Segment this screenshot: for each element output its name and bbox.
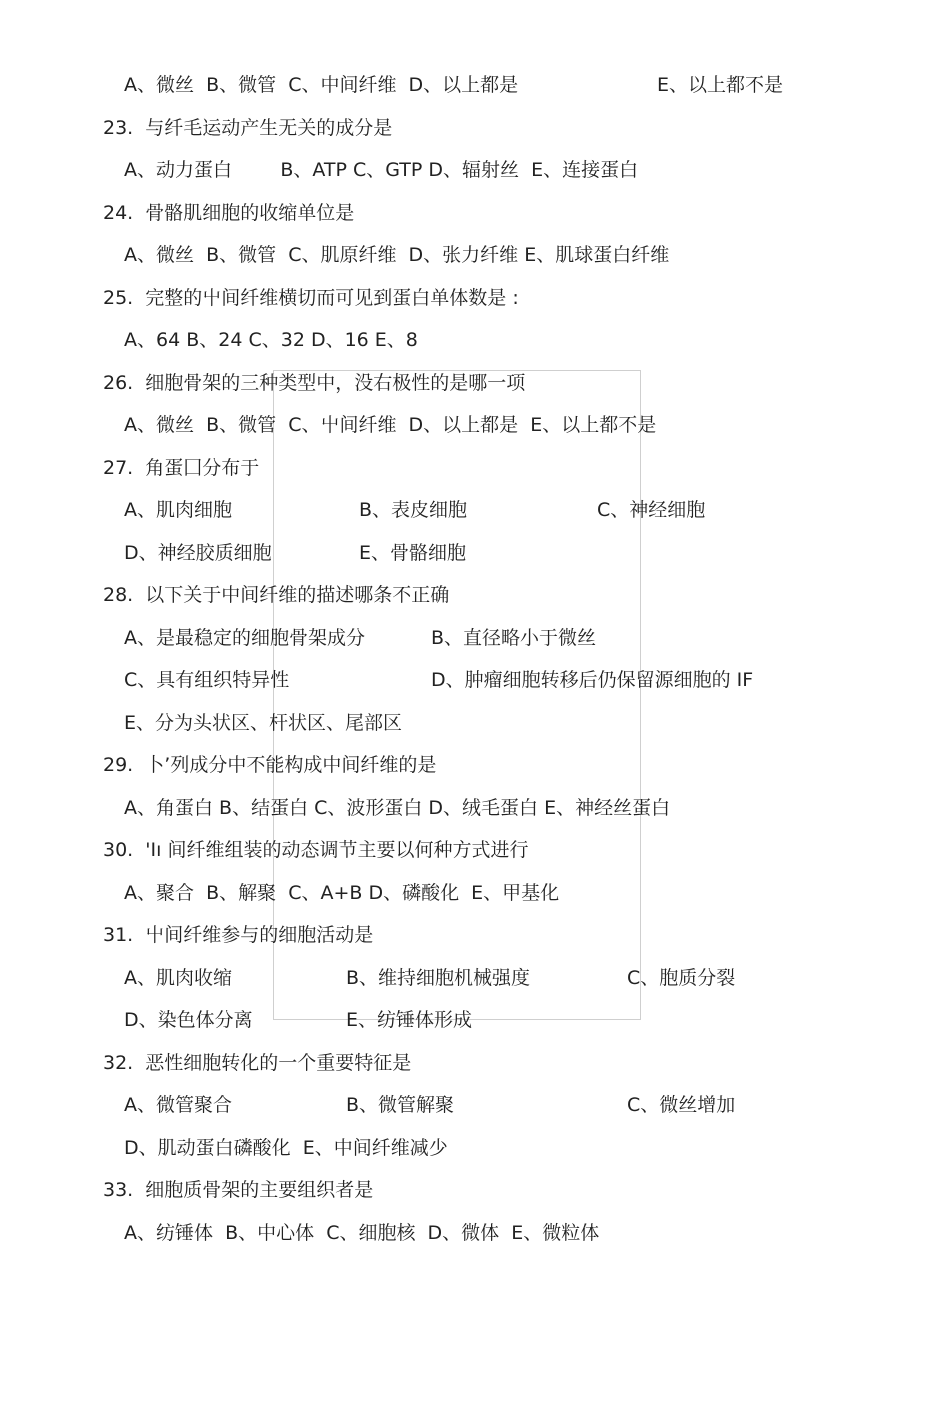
option-line: E、纺锤体形成 bbox=[346, 1009, 473, 1031]
question-33: 33. 细胞质骨架的主要组织者是 bbox=[103, 1179, 374, 1201]
option-line: E、以上都不是 bbox=[657, 74, 784, 96]
option-line: C、胞质分裂 bbox=[627, 967, 736, 989]
option-line: A、微丝 B、微管 C、屮间纤维 D、以上都是 E、以上都不是 bbox=[124, 414, 657, 436]
option-line: D、肿瘤细胞转移后仍保留源细胞的 IF bbox=[431, 669, 754, 691]
option-line: B、直径略小于微丝 bbox=[431, 627, 597, 649]
option-line: A、微丝 B、微管 C、肌原纤维 D、张力纤维 E、肌球蛋白纤维 bbox=[124, 244, 670, 266]
option-line: C、神经细胞 bbox=[597, 499, 706, 521]
option-line: A、动力蛋白 B、ATP C、GTP D、辐射丝 E、连接蛋白 bbox=[124, 159, 639, 181]
question-26: 26. 细胞骨架的三种类型中，没右极性的是哪一项 bbox=[103, 372, 526, 394]
option-line: B、维持细胞机械强度 bbox=[346, 967, 531, 989]
option-line: A、肌肉细胞 bbox=[124, 499, 232, 521]
option-line: A、纺锤体 B、中心体 C、细胞核 D、微体 E、微粒体 bbox=[124, 1222, 600, 1244]
option-line: A、肌肉收缩 bbox=[124, 967, 232, 989]
question-23: 23. 与纤毛运动产生无关的成分是 bbox=[103, 117, 393, 139]
question-32: 32. 恶性细胞转化的一个重要特征是 bbox=[103, 1052, 412, 1074]
option-line: D、染色体分离 bbox=[124, 1009, 253, 1031]
option-line: A、64 B、24 C、32 D、16 E、8 bbox=[124, 329, 418, 351]
option-line: A、角蛋白 B、结蛋白 C、波形蛋白 D、绒毛蛋白 E、神经丝蛋白 bbox=[124, 797, 671, 819]
question-27: 27. 角蛋囗分布于 bbox=[103, 457, 260, 479]
question-24: 24. 骨骼肌细胞的收缩单位是 bbox=[103, 202, 355, 224]
question-29: 29. 卜’列成分中不能构成中间纤维的是 bbox=[103, 754, 437, 776]
option-line: E、骨骼细胞 bbox=[359, 542, 467, 564]
option-line: B、表皮细胞 bbox=[359, 499, 468, 521]
option-line: D、神经胶质细胞 bbox=[124, 542, 272, 564]
option-line: D、肌动蛋白磷酸化 E、中间纤维减少 bbox=[124, 1137, 448, 1159]
question-25: 25. 完整的屮间纤维横切而可见到蛋白单体数是 : bbox=[103, 287, 519, 309]
question-31: 31. 屮间纤维参与的细胞活动是 bbox=[103, 924, 374, 946]
question-30: 30. 'Iı 间纤维组装的动态调节主要以何种方式进行 bbox=[103, 839, 529, 861]
option-line: E、分为头状区、杆状区、尾部区 bbox=[124, 712, 403, 734]
option-line: C、微丝增加 bbox=[627, 1094, 736, 1116]
option-line: A、微丝 B、微管 C、中间纤维 D、以上都是 bbox=[124, 74, 519, 96]
option-line: A、聚合 B、解聚 C、A+B D、磷酸化 E、甲基化 bbox=[124, 882, 560, 904]
option-line: A、是最稳定的细胞骨架成分 bbox=[124, 627, 365, 649]
question-28: 28. 以下关于中间纤维的描述哪条不正确 bbox=[103, 584, 450, 606]
option-line: A、微管聚合 bbox=[124, 1094, 232, 1116]
option-line: B、微管解聚 bbox=[346, 1094, 455, 1116]
option-line: C、具有组织特异性 bbox=[124, 669, 290, 691]
